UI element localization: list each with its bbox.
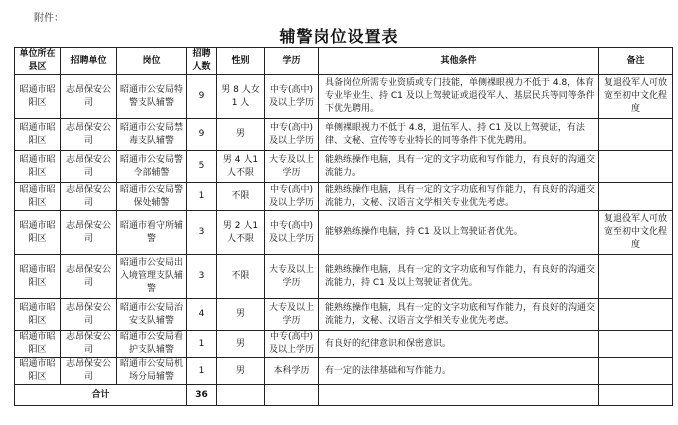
header-count: 招聘人数 <box>187 48 217 75</box>
table-row <box>15 358 673 385</box>
cell-gender: 男 <box>217 119 265 151</box>
table-row <box>15 119 673 151</box>
table-row <box>15 151 673 183</box>
cell-gender: 不限 <box>217 183 265 211</box>
cell-conditions: 能熟练操作电脑，具有一定的文字功底和写作能力，有良好的沟通交流能力，文秘、汉语言文学相关专业优先考虑。 <box>319 183 599 211</box>
header-education: 学历 <box>265 48 319 75</box>
cell-education: 中专(高中)及以上学历 <box>265 211 319 255</box>
cell-post: 昭通市公安局禁毒支队辅警 <box>117 119 187 151</box>
cell-empty <box>599 385 673 406</box>
table-row <box>15 255 673 299</box>
header-conditions: 其他条件 <box>319 48 599 75</box>
cell-count: 4 <box>187 299 217 331</box>
cell-empty <box>217 385 265 406</box>
cell-county: 昭通市昭阳区 <box>15 75 61 119</box>
cell-conditions: 能熟练操作电脑，具有一定的文字功底和写作能力，有良好的沟通交流能力，持 C1 及以上驾驶证者优先。 <box>319 255 599 299</box>
cell-post: 昭通市公安局看护支队辅警 <box>117 331 187 358</box>
table-row <box>15 183 673 211</box>
header-remark: 备注 <box>599 48 673 75</box>
cell-post: 昭通市公安局机场分局辅警 <box>117 358 187 385</box>
cell-count: 5 <box>187 151 217 183</box>
table-row <box>15 211 673 255</box>
header-gender: 性别 <box>217 48 265 75</box>
cell-unit: 志昂保安公司 <box>61 119 117 151</box>
cell-remark: 复退役军人可放宽至初中文化程度 <box>599 211 673 255</box>
cell-conditions: 具备岗位所需专业资质或专门技能，单侧裸眼视力不低于 4.8，体育专业毕业生、持 C1 及以上驾驶证或退役军人、基层民兵等同等条件下优先聘用。 <box>319 75 599 119</box>
total-label: 合计 <box>15 385 187 406</box>
cell-remark <box>599 183 673 211</box>
cell-conditions: 能熟练操作电脑，具有一定的文字功底和写作能力，有良好的沟通交流能力，文秘、汉语言文学相关专业优先考虑。 <box>319 299 599 331</box>
cell-unit: 志昂保安公司 <box>61 75 117 119</box>
cell-unit: 志昂保安公司 <box>61 331 117 358</box>
cell-count: 9 <box>187 119 217 151</box>
cell-county: 昭通市昭阳区 <box>15 211 61 255</box>
cell-conditions: 能熟练操作电脑，具有一定的文字功底和写作能力，有良好的沟通交流能力。 <box>319 151 599 183</box>
cell-conditions: 有一定的法律基础和写作能力。 <box>319 358 599 385</box>
cell-county: 昭通市昭阳区 <box>15 151 61 183</box>
cell-education: 中专(高中)及以上学历 <box>265 331 319 358</box>
cell-remark <box>599 255 673 299</box>
table-row <box>15 299 673 331</box>
cell-county: 昭通市昭阳区 <box>15 119 61 151</box>
cell-gender: 不限 <box>217 255 265 299</box>
cell-gender: 男 <box>217 331 265 358</box>
cell-post: 昭通市公安局警令部辅警 <box>117 151 187 183</box>
cell-county: 昭通市昭阳区 <box>15 331 61 358</box>
cell-conditions: 能够熟练操作电脑，持 C1 及以上驾驶证者优先。 <box>319 211 599 255</box>
table-row <box>15 331 673 358</box>
cell-post: 昭通市公安局特警支队辅警 <box>117 75 187 119</box>
cell-post: 昭通市看守所辅警 <box>117 211 187 255</box>
cell-count: 1 <box>187 183 217 211</box>
cell-count: 1 <box>187 358 217 385</box>
cell-count: 9 <box>187 75 217 119</box>
cell-post: 昭通市公安局出入境管理支队辅警 <box>117 255 187 299</box>
header-county: 单位所在县区 <box>15 48 61 75</box>
cell-gender: 男 2 人1 人不限 <box>217 211 265 255</box>
cell-education: 中专(高中)及以上学历 <box>265 183 319 211</box>
cell-education: 中专(高中)及以上学历 <box>265 119 319 151</box>
cell-education: 大专及以上学历 <box>265 255 319 299</box>
cell-remark <box>599 299 673 331</box>
cell-education: 中专(高中)及以上学历 <box>265 75 319 119</box>
cell-education: 大专及以上学历 <box>265 299 319 331</box>
cell-unit: 志昂保安公司 <box>61 183 117 211</box>
cell-county: 昭通市昭阳区 <box>15 358 61 385</box>
cell-post: 昭通市公安局警保处辅警 <box>117 183 187 211</box>
header-unit: 招聘单位 <box>61 48 117 75</box>
cell-remark <box>599 358 673 385</box>
cell-count: 1 <box>187 331 217 358</box>
total-count: 36 <box>187 385 217 406</box>
cell-unit: 志昂保安公司 <box>61 211 117 255</box>
table-header-row <box>15 48 673 75</box>
cell-remark <box>599 151 673 183</box>
cell-education: 本科学历 <box>265 358 319 385</box>
cell-gender: 男 <box>217 358 265 385</box>
cell-unit: 志昂保安公司 <box>61 255 117 299</box>
cell-post: 昭通市公安局治安支队辅警 <box>117 299 187 331</box>
cell-gender: 男 4 人1 人不限 <box>217 151 265 183</box>
cell-empty <box>265 385 319 406</box>
attachment-label: 附件： <box>34 13 64 24</box>
cell-county: 昭通市昭阳区 <box>15 299 61 331</box>
cell-count: 3 <box>187 211 217 255</box>
page-title: 辅警岗位设置表 <box>279 27 399 46</box>
cell-empty <box>319 385 599 406</box>
cell-county: 昭通市昭阳区 <box>15 183 61 211</box>
cell-unit: 志昂保安公司 <box>61 299 117 331</box>
cell-unit: 志昂保安公司 <box>61 358 117 385</box>
cell-remark <box>599 331 673 358</box>
cell-unit: 志昂保安公司 <box>61 151 117 183</box>
header-post: 岗位 <box>117 48 187 75</box>
table-row <box>15 75 673 119</box>
cell-remark <box>599 119 673 151</box>
post-table <box>14 47 673 406</box>
cell-gender: 男 <box>217 299 265 331</box>
total-row <box>15 385 673 406</box>
cell-conditions: 有良好的纪律意识和保密意识。 <box>319 331 599 358</box>
cell-county: 昭通市昭阳区 <box>15 255 61 299</box>
cell-remark: 复退役军人可放宽至初中文化程度 <box>599 75 673 119</box>
cell-education: 大专及以上学历 <box>265 151 319 183</box>
cell-conditions: 单侧裸眼视力不低于 4.8，退伍军人、持 C1 及以上驾驶证，有法律、文秘、宣传等专业特长的同等条件下优先聘用。 <box>319 119 599 151</box>
cell-gender: 男 8 人女 1 人 <box>217 75 265 119</box>
cell-count: 3 <box>187 255 217 299</box>
